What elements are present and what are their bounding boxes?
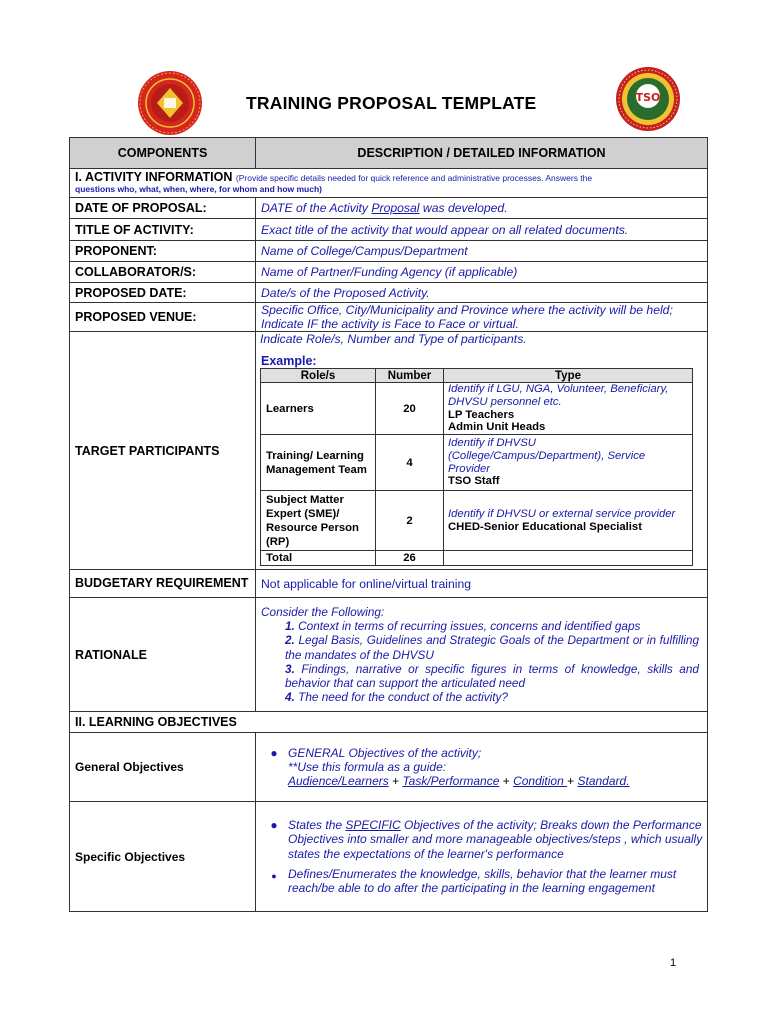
row-value: Name of Partner/Funding Agency (if applicable) <box>256 262 708 283</box>
row-label: TARGET PARTICIPANTS <box>70 332 256 570</box>
plus-sign: + <box>392 774 400 789</box>
participant-role: Subject Matter Expert (SME)/ Resource Person (RP) <box>261 491 376 551</box>
target-intro: Indicate Role/s, Number and Type of participants. <box>260 332 527 346</box>
section-activity-info <box>70 169 708 198</box>
general-line2: **Use this formula as a guide: <box>288 760 447 775</box>
row-specific-objectives <box>70 802 708 912</box>
value-text: was developed. <box>419 201 508 215</box>
participant-role: Training/ Learning Management Team <box>261 435 376 491</box>
row-target-participants <box>70 332 708 570</box>
value-text: DATE of the Activity <box>261 201 372 215</box>
item-number: 3. <box>285 661 295 676</box>
page-title: TRAINING PROPOSAL TEMPLATE <box>246 93 537 113</box>
bullet-text: Objectives of the activity; Breaks down the Performance Objectives into smaller and more manageable objectives/steps , which usually states the expectations of the learner's performance <box>288 818 703 861</box>
svg-text:TSO: TSO <box>635 91 661 104</box>
plus-sign: + <box>502 774 510 789</box>
row-proponent <box>70 241 708 262</box>
row-label: PROPOSED DATE: <box>70 283 256 303</box>
section1-title: I. ACTIVITY INFORMATION <box>75 169 233 184</box>
row-proposed-venue <box>70 303 708 332</box>
specific-objective-bullet <box>260 867 703 895</box>
row-general-objectives <box>70 733 708 802</box>
row-value: Specific Office, City/Municipality and Province where the activity will be held; Indicate IF the activity is Face to Face or virtual. <box>256 303 708 332</box>
col-number: Number <box>376 369 444 383</box>
formula-task: Task/Performance <box>402 774 500 789</box>
row-label: PROPONENT: <box>70 241 256 262</box>
participant-type-desc: Identify if DHVSU or external service provider <box>448 507 676 520</box>
item-text: Legal Basis, Guidelines and Strategic Goals of the Department or in fulfilling the mandates of the DHVSU <box>285 633 699 662</box>
bullet-icon: ● <box>271 870 277 881</box>
participant-number: 20 <box>376 383 444 435</box>
participant-type-name: CHED-Senior Educational Specialist <box>448 520 642 533</box>
total-value: 26 <box>376 551 444 566</box>
participant-number: 4 <box>376 435 444 491</box>
participant-number: 2 <box>376 491 444 551</box>
section1-note2: questions who, what, when, where, for whom and how much) <box>75 183 322 194</box>
section1-note: (Provide specific details needed for quick reference and administrative processes. Answers the <box>235 172 593 183</box>
total-label: Total <box>261 551 376 566</box>
proposal-table <box>69 137 708 912</box>
rationale-item <box>261 690 699 704</box>
row-date-of-proposal <box>70 198 708 219</box>
col-type: Type <box>444 369 693 383</box>
participants-header-row <box>261 369 693 383</box>
participant-type-name: Admin Unit Heads <box>448 421 546 434</box>
row-label: RATIONALE <box>70 598 256 712</box>
proposal-link: Proposal <box>371 201 420 215</box>
section-learning-objectives <box>70 712 708 733</box>
bullet-icon: ● <box>270 818 278 833</box>
participant-row <box>261 435 693 491</box>
general-line1: GENERAL Objectives of the activity; <box>288 745 482 760</box>
row-proposed-date <box>70 283 708 303</box>
row-value: Exact title of the activity that would appear on all related documents. <box>256 219 708 241</box>
bullet-text: Defines/Enumerates the knowledge, skills, behavior that the learner must reach/be able to do after the participating in the learning engagement <box>288 866 677 895</box>
rationale-item <box>261 633 699 661</box>
formula <box>288 774 630 788</box>
participant-role: Learners <box>261 383 376 435</box>
participant-row <box>261 491 693 551</box>
item-number: 1. <box>285 619 295 634</box>
row-value: Not applicable for online/virtual training <box>256 570 708 598</box>
row-label: TITLE OF ACTIVITY: <box>70 219 256 241</box>
col-description: DESCRIPTION / DETAILED INFORMATION <box>256 138 708 169</box>
general-objective-bullet <box>260 746 703 789</box>
participant-type-desc: Identify if LGU, NGA, Volunteer, Beneficiary, DHVSU personnel etc. <box>448 383 669 408</box>
item-number: 4. <box>285 690 295 705</box>
row-budgetary-requirement <box>70 570 708 598</box>
table-header-row <box>70 138 708 169</box>
rationale-item <box>261 619 699 633</box>
plus-sign: + <box>567 774 575 789</box>
participant-type-desc: Identify if DHVSU (College/Campus/Department), Service Provider <box>448 437 646 475</box>
rationale-item <box>261 662 699 690</box>
row-label: BUDGETARY REQUIREMENT <box>70 570 256 598</box>
target-example-label: Example: <box>261 354 317 368</box>
row-label: Specific Objectives <box>70 802 256 912</box>
row-label: COLLABORATOR/S: <box>70 262 256 283</box>
rationale-intro: Consider the Following: <box>261 604 385 619</box>
col-components: COMPONENTS <box>70 138 256 169</box>
page-number: 1 <box>670 957 677 969</box>
participant-type-name: TSO Staff <box>448 475 500 488</box>
row-title-of-activity <box>70 219 708 241</box>
formula-audience: Audience/Learners <box>288 774 389 789</box>
formula-standard: Standard. <box>577 774 630 789</box>
item-text: The need for the conduct of the activity? <box>294 690 508 705</box>
row-collaborators <box>70 262 708 283</box>
participant-total-row <box>261 551 693 566</box>
formula-condition: Condition <box>513 774 568 789</box>
item-number: 2. <box>285 633 295 648</box>
row-label: General Objectives <box>70 733 256 802</box>
participant-row <box>261 383 693 435</box>
item-text: Context in terms of recurring issues, concerns and identified gaps <box>294 619 641 634</box>
section2-title: II. LEARNING OBJECTIVES <box>70 712 708 733</box>
bullet-text: States the <box>288 818 346 833</box>
specific-objective-bullet <box>260 818 703 861</box>
specific-link: SPECIFIC <box>345 818 401 833</box>
row-label: PROPOSED VENUE: <box>70 303 256 332</box>
bullet-icon: ● <box>270 745 278 760</box>
participants-table <box>260 368 693 566</box>
tso-seal-logo <box>615 66 681 132</box>
dhvsu-seal-logo <box>137 70 203 136</box>
item-text: Findings, narrative or specific figures in terms of knowledge, skills and behavior that can support the articulated need <box>285 661 699 690</box>
col-roles: Role/s <box>261 369 376 383</box>
row-value: Date/s of the Proposed Activity. <box>256 283 708 303</box>
row-value: Name of College/Campus/Department <box>256 241 708 262</box>
row-rationale <box>70 598 708 712</box>
row-label: DATE OF PROPOSAL: <box>70 198 256 219</box>
participant-type-name: LP Teachers <box>448 408 515 421</box>
